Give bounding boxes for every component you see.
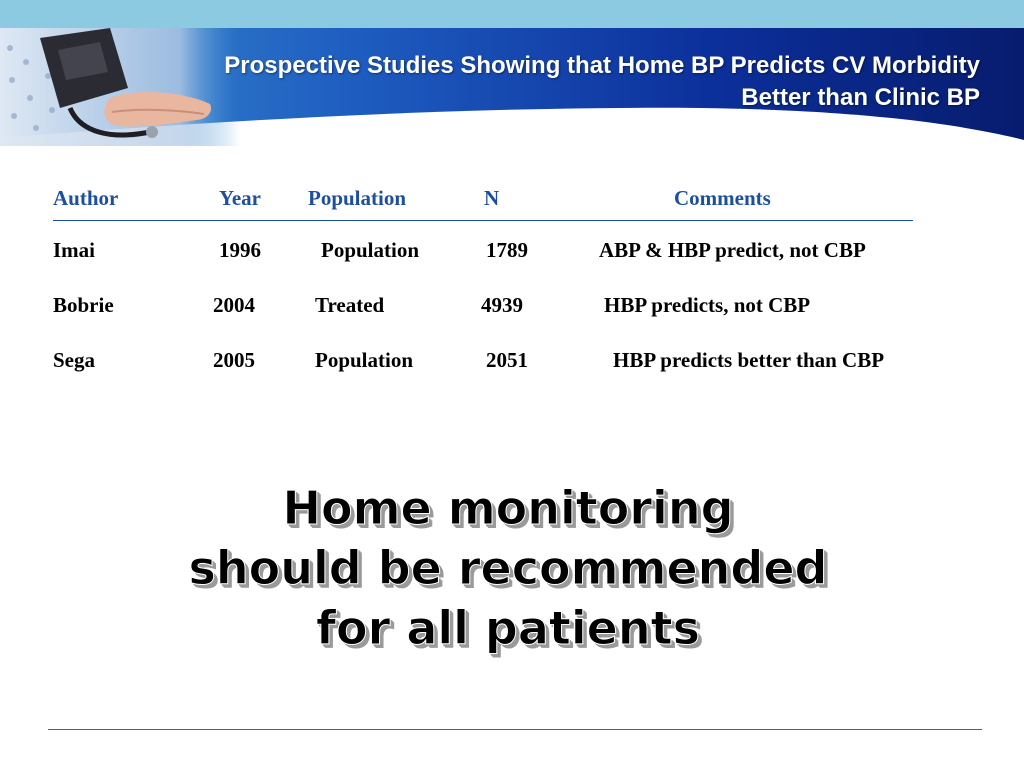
cell-population: Treated xyxy=(315,293,385,317)
cell-population: Population xyxy=(315,348,414,372)
cell-year: 2004 xyxy=(213,293,255,317)
cell-n: 2051 xyxy=(486,348,528,372)
cell-n: 4939 xyxy=(481,293,523,317)
cell-author: Bobrie xyxy=(53,293,114,317)
cell-author: Sega xyxy=(53,348,95,372)
recommendation-message xyxy=(0,478,1016,658)
cell-comments: HBP predicts better than CBP xyxy=(613,348,885,372)
cell-population: Population xyxy=(321,238,420,262)
cell-n: 1789 xyxy=(486,238,528,262)
top-accent-strip xyxy=(0,0,1024,28)
recommendation-line-2: should be recommended xyxy=(188,541,828,595)
cell-author: Imai xyxy=(53,238,95,262)
column-header-population: Population xyxy=(308,186,407,210)
slide-title xyxy=(60,50,980,114)
table-header-divider xyxy=(53,220,913,221)
column-header-comments: Comments xyxy=(674,186,771,210)
recommendation-line-3: for all patients xyxy=(316,601,700,655)
cell-comments: HBP predicts, not CBP xyxy=(604,293,811,317)
column-header-year: Year xyxy=(219,186,261,210)
cell-year: 1996 xyxy=(219,238,261,262)
recommendation-line-1: Home monitoring xyxy=(282,481,734,535)
slide-title-line-2: Better than Clinic BP xyxy=(741,84,980,111)
footer-divider xyxy=(48,729,982,730)
cell-comments: ABP & HBP predict, not CBP xyxy=(599,238,866,262)
slide-title-line-1: Prospective Studies Showing that Home BP Predicts CV Morbidity xyxy=(224,52,980,79)
cell-year: 2005 xyxy=(213,348,255,372)
column-header-author: Author xyxy=(53,186,119,210)
column-header-n: N xyxy=(484,186,500,210)
